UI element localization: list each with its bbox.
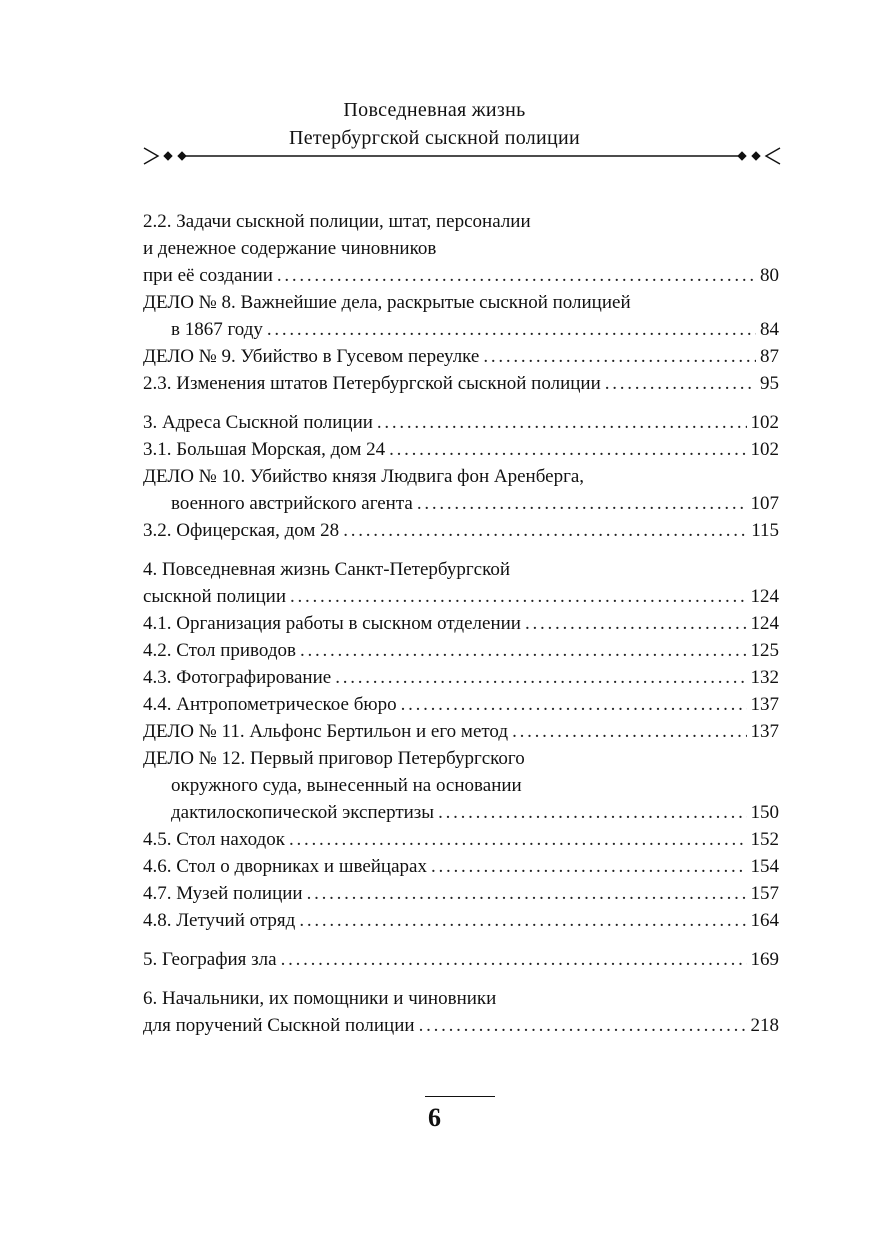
toc-entry-title: 3.2. Офицерская, дом 28 [143,520,340,541]
dot-leader [300,637,747,664]
toc-entry [143,463,779,517]
toc-page-number: 87 [760,346,779,367]
running-header-line-2: Петербургской сыскной полиции [288,127,581,149]
dot-leader [299,907,746,934]
toc-page-number: 157 [750,883,779,904]
table-of-contents [143,208,779,1039]
toc-entry-title: 3. Адреса Сыскной полиции [143,412,373,433]
toc-entry [143,985,779,1039]
toc-entry [143,826,779,853]
toc-entry-title: 4.2. Стол приводов [143,640,296,661]
toc-entry-title: ДЕЛО № 9. Убийство в Гусевом переулке [143,346,480,367]
toc-page-number: 150 [750,802,779,823]
toc-page-number: 137 [750,721,779,742]
page-number: 6 [428,1103,441,1132]
toc-page-number: 218 [750,1015,779,1036]
toc-entry-title: 5. География зла [143,949,277,970]
toc-entry-title: 4.4. Антропометрическое бюро [143,694,397,715]
toc-entry-title: сыскной полиции [143,586,287,607]
toc-entry [143,208,779,289]
toc-entry-title-line: 4. Повседневная жизнь Санкт-Петербургской [143,559,511,580]
toc-entry [143,880,779,907]
toc-entry-title-line: ДЕЛО № 8. Важнейшие дела, раскрытые сыскной полицией [143,292,631,313]
dot-leader [377,409,747,436]
toc-page-number: 124 [750,586,779,607]
toc-page-number: 169 [750,949,779,970]
toc-page-number: 95 [760,373,779,394]
toc-entry-title: 2.3. Изменения штатов Петербургской сыскной полиции [143,373,601,394]
dot-leader [605,370,756,397]
toc-entry-title: в 1867 году [171,319,263,340]
toc-page-number: 84 [760,319,779,340]
toc-page-number: 125 [750,640,779,661]
toc-entry-title: при её создании [143,265,273,286]
toc-entry [143,745,779,826]
footer-rule [425,1096,495,1097]
toc-page-number: 152 [750,829,779,850]
dot-leader [307,880,747,907]
toc-entry [143,517,779,544]
toc-page-number: 124 [750,613,779,634]
dot-leader [281,946,747,973]
toc-entry-title-line: окружного суда, вынесенный на основании [171,775,522,796]
toc-entry [143,556,779,610]
toc-entry-title: 4.5. Стол находок [143,829,285,850]
toc-entry-title: 4.1. Организация работы в сыскном отделении [143,613,521,634]
toc-entry-title: ДЕЛО № 11. Альфонс Бертильон и его метод [143,721,509,742]
dot-leader [431,853,747,880]
toc-entry [143,637,779,664]
toc-entry-title: 4.6. Стол о дворниках и швейцарах [143,856,427,877]
dot-leader [343,517,747,544]
toc-entry [143,289,779,343]
toc-entry-title: 4.8. Летучий отряд [143,910,296,931]
toc-entry-title-line: 6. Начальники, их помощники и чиновники [143,988,497,1009]
ornamental-rule [140,142,784,170]
toc-entry-title-line: ДЕЛО № 12. Первый приговор Петербургского [143,748,525,769]
dot-leader [417,490,747,517]
toc-entry [143,436,779,463]
toc-page-number: 80 [760,265,779,286]
toc-page-number: 107 [750,493,779,514]
toc-entry [143,370,779,397]
dot-leader [389,436,746,463]
toc-entry [143,946,779,973]
toc-entry-title: 4.7. Музей полиции [143,883,303,904]
toc-entry-title: дактилоскопической экспертизы [171,802,435,823]
toc-entry-title-line: и денежное содержание чиновников [143,238,437,259]
dot-leader [419,1012,747,1039]
dot-leader [483,343,756,370]
toc-entry-title: 4.3. Фотографирование [143,667,332,688]
running-header-line-1: Повседневная жизнь [343,99,526,121]
toc-entry [143,343,779,370]
toc-entry-title-line: ДЕЛО № 10. Убийство князя Людвига фон Аренберга, [143,466,585,487]
toc-entry [143,691,779,718]
toc-entry-title-line: 2.2. Задачи сыскной полиции, штат, персоналии [143,211,531,232]
toc-page-number: 132 [750,667,779,688]
toc-page-number: 137 [750,694,779,715]
toc-page-number: 164 [750,910,779,931]
toc-entry [143,664,779,691]
dot-leader [277,262,756,289]
dot-leader [438,799,746,826]
toc-page-number: 154 [750,856,779,877]
dot-leader [401,691,747,718]
dot-leader [512,718,746,745]
toc-entry-title: 3.1. Большая Морская, дом 24 [143,439,386,460]
dot-leader [525,610,747,637]
dot-leader [289,826,747,853]
toc-entry [143,907,779,934]
toc-entry [143,718,779,745]
toc-entry [143,409,779,436]
toc-page-number: 102 [750,439,779,460]
dot-leader [290,583,746,610]
toc-entry [143,610,779,637]
dot-leader [267,316,756,343]
toc-page-number: 115 [751,520,779,541]
toc-entry-title: военного австрийского агента [171,493,413,514]
toc-entry [143,853,779,880]
toc-page-number: 102 [750,412,779,433]
dot-leader [335,664,746,691]
toc-entry-title: для поручений Сыскной полиции [143,1015,415,1036]
